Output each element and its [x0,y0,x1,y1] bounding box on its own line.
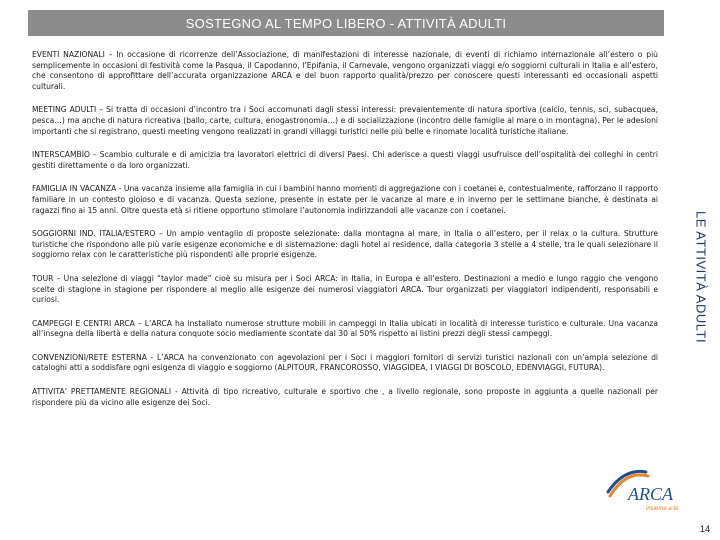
paragraph-text: – Un ampio ventaglio di proposte selezionate: dalla montagna al mare, in Italia o all’estero, per il relax o la cultura. Strutture turistiche che rispondono alle più varie esigenze economiche e di sistemazione: dagli hotel ai residence, dalla categoria 3 stelle a 4 stelle, tra le quali selezionare il soggiorno relax con le caratteristiche più rispondenti alle proprie esigenze. [32,229,658,260]
side-label [690,190,712,365]
logo-wordmark: ARCA [628,484,673,504]
paragraph-term: SOGGIORNI IND. ITALIA/ESTERO [32,229,156,239]
paragraph-tour [32,274,658,306]
paragraph-attivita-regionali [32,387,658,408]
side-label-text: LE ATTIVITÀ ADULTI [693,211,709,344]
paragraph-text: - Una vacanza insieme alla famiglia in cui i bambini hanno momenti di aggregazione con i coetanei e, contestualmente, rafforzano il rapporto familiare in un contesto gioioso e di vacanza. Questa sezione, presente in estate per le vacanze al mare e in inverno per le settimane bianche, è destinata ai ragazzi fino ai 15 anni. Oltre questa età si ritiene opportuno stimolare l’autonomia indirizzandoli alle vacanze con i coetanei. [32,184,658,215]
paragraph-famiglia-in-vacanza [32,184,658,216]
paragraph-term: TOUR [32,273,54,283]
paragraph-term: CAMPEGGI E CENTRI ARCA [32,318,135,328]
paragraph-text: – L’ARCA ha installato numerose strutture mobili in campeggi in Italia ubicati in località di interesse turistico e culturale. Una vacanza all’insegna della libertà e della natura conquote socio mediamente scontate dal 30 al 50% rispetto ai listini prezzi degli stessi campeggi. [32,318,659,339]
paragraph-interscambio [32,150,658,171]
paragraph-text: - L’ARCA ha convenzionato con agevolazioni per i Soci i maggiori fornitori di servizi turistici nazionali con un’ampia selezione di cataloghi atti a soddisfare ogni esigenza di viaggio e soggiorno (ALPITOUR, FRANCOROSSO, VIAGGIDEA, I VIAGGI DI BOSCOLO, EDENVIAGGI, FUTURA). [32,352,658,373]
paragraph-term: INTERSCAMBIO [32,150,90,160]
page-title: SOSTEGNO AL TEMPO LIBERO - ATTIVITÀ ADULTI [185,15,507,31]
paragraph-term: ATTIVITA’ PRETTAMENTE REGIONALI [32,387,172,397]
logo-tagline: insieme a te [646,506,679,512]
paragraph-term: FAMIGLIA IN VACANZA [32,184,117,194]
paragraph-text: – Si tratta di occasioni d’incontro tra i Soci accomunati dagli stessi interessi: prevalentemente di natura sportiva (calcio, tennis, sci, subacquea, pesca…) ma anche di natura ricreativa (ballo, carte, cultura, enogastronomia…) e di socializzazione (incontro delle famiglie al mare o in montagna). Per le adesioni importanti che si registrano, questi meeting vengono realizzati in grandi villaggi turistici nelle più belle e rinomate località turistiche italiane. [32,105,658,136]
paragraph-text: - Attività di tipo ricreativo, culturale e sportivo che , a livello regionale, sono proposte in aggiunta a quelle nazionali per rispondere più da vicino alle esigenze dei Soci. [32,387,658,407]
paragraph-campeggi [32,319,658,340]
page-number: 14 [699,524,710,534]
content-body [32,50,658,421]
paragraph-text: – Una selezione di viaggi “taylor made” cioè su misura per i Soci ARCA: in Italia, in Europa e all’estero. Destinazioni a medio e lungo raggio che vengono scelte di stagione in stagione per rispondere al meglio alle esigenze dei numerosi viaggiatori ARCA. Tour organizzati per viaggiatori indipendenti, responsabili e curiosi. [32,273,658,305]
paragraph-convenzioni [32,353,658,374]
paragraph-term: CONVENZIONI/RETE ESTERNA [32,352,147,362]
paragraph-text: – Scambio culturale e di amicizia tra lavoratori elettrici di diversi Paesi. Chi aderisce a questi viaggi usufruisce dell’ospitalità dei colleghi in centri gestiti direttamente o da loro organizzati. [32,150,658,170]
paragraph-eventi-nazionali [32,50,658,92]
paragraph-term: MEETING ADULTI [32,105,97,115]
paragraph-soggiorni [32,229,658,261]
arca-logo [606,466,684,516]
paragraph-term: EVENTI NAZIONALI [32,50,105,59]
header-bar [28,10,664,36]
paragraph-meeting-adulti [32,105,658,137]
paragraph-text: – In occasione di ricorrenze dell’Associazione, di manifestazioni di interesse nazionale, di eventi di richiamo internazionale all’estero o più semplicemente in occasioni di festività come la Pasqua, il Capodanno, l’Epifania, il Carnevale, vengono organizzati viaggi e/o soggiorni culturali in Italia e all’estero, che consentono di approfittare dell’accurata organizzazione ARCA e del buon rapporto qualità/prezzo per conoscere questi interessanti ed occasionali aspetti culturali. [32,50,658,91]
